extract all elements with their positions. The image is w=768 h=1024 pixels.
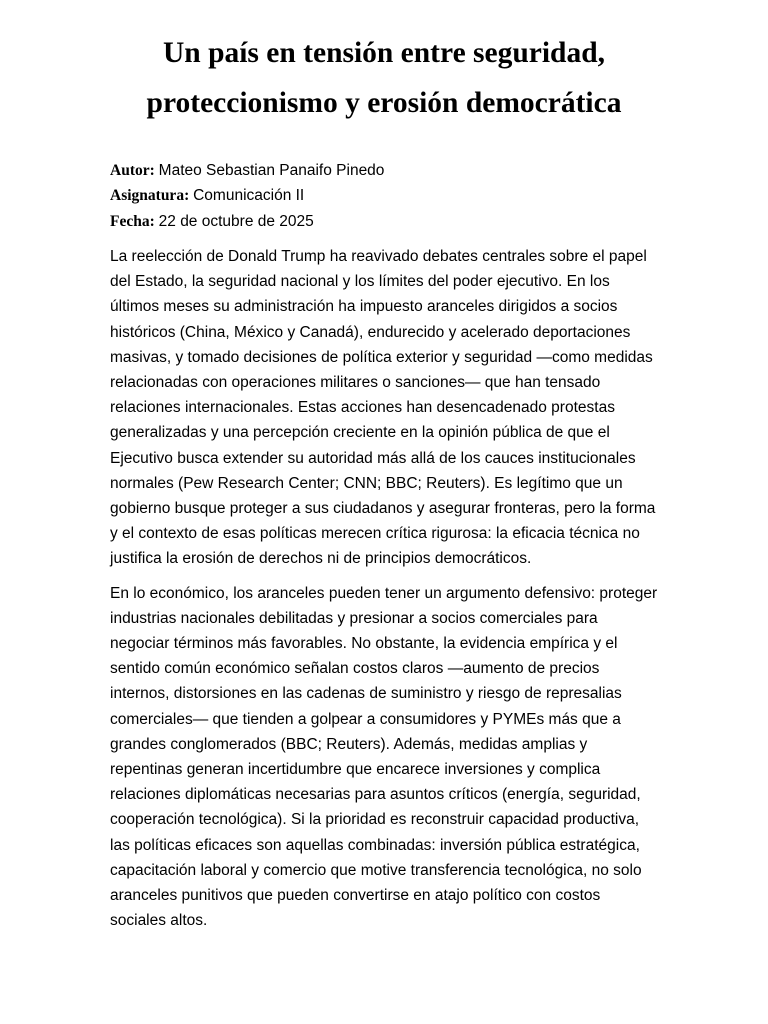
paragraph-line: sentido común económico señalan costos claros —aumento de precios [110, 660, 600, 678]
paragraph-line: generalizadas y una percepción creciente en la opinión pública de que el [110, 424, 610, 442]
paragraph-line: normales (Pew Research Center; CNN; BBC; Reuters). Es legítimo que un [110, 474, 623, 492]
paragraph-line: del Estado, la seguridad nacional y los límites del poder ejecutivo. En los [110, 273, 610, 291]
paragraph-line: históricos (China, México y Canadá), endurecido y acelerado deportaciones [110, 323, 631, 341]
author-label: Autor: [110, 162, 155, 179]
paragraph-line: relaciones internacionales. Estas acciones han desencadenado protestas [110, 399, 615, 417]
document-title [102, 28, 666, 128]
paragraph-line: sociales altos. [110, 912, 208, 930]
author-value: Mateo Sebastian Panaifo Pinedo [158, 162, 385, 179]
date-label: Fecha: [110, 212, 155, 230]
title-line: proteccionismo y erosión democrática [146, 87, 622, 119]
title-line: Un país en tensión entre seguridad, [162, 37, 605, 69]
date-line [110, 209, 658, 234]
paragraph-line: capacitación laboral y comercio que motive transferencia tecnológica, no solo [110, 861, 642, 879]
paragraph-line: La reelección de Donald Trump ha reavivado debates centrales sobre el papel [110, 247, 647, 265]
paragraph-line: negociar términos más favorables. No obstante, la evidencia empírica y el [110, 634, 618, 652]
paragraph-line: relaciones diplomáticas necesarias para asuntos críticos (energía, seguridad, [110, 786, 641, 804]
paragraph-line: relacionadas con operaciones militares o sanciones— que han tensado [110, 373, 601, 391]
paragraph-line: aranceles punitivos que pueden convertirse en atajo político con costos [110, 886, 601, 904]
paragraph-line: repentinas generan incertidumbre que encarece inversiones y complica [110, 760, 601, 778]
paragraph-line: grandes conglomerados (BBC; Reuters). Además, medidas amplias y [110, 735, 588, 753]
paragraph-line: últimos meses su administración ha impuesto aranceles dirigidos a socios [110, 298, 618, 316]
paragraph-line: industrias nacionales debilitadas y presionar a socios comerciales para [110, 609, 598, 627]
paragraph-line: gobierno busque proteger a sus ciudadanos y asegurar fronteras, pero la forma [110, 499, 656, 517]
paragraph-line: Ejecutivo busca extender su autoridad más allá de los cauces institucionales [110, 449, 636, 467]
paragraph-line: justifica la erosión de derechos ni de principios democráticos. [110, 550, 532, 568]
paragraph-line: internos, distorsiones en las cadenas de suministro y riesgo de represalias [110, 685, 622, 703]
paragraph-line: las políticas eficaces son aquellas combinadas: inversión pública estratégica, [110, 836, 640, 854]
subject-value: Comunicación II [193, 187, 305, 205]
author-line [110, 158, 658, 183]
subject-line [110, 183, 658, 208]
date-value: 22 de octubre de 2025 [158, 212, 314, 230]
paragraph-2 [110, 581, 658, 934]
paragraph-1 [110, 244, 658, 572]
paragraph-line: masivas, y tomado decisiones de política exterior y seguridad —como medidas [110, 348, 653, 366]
paragraph-line: y el contexto de esas políticas merecen crítica rigurosa: la eficacia técnica no [110, 525, 640, 543]
paragraph-line: En lo económico, los aranceles pueden tener un argumento defensivo: proteger [110, 584, 658, 602]
paragraph-line: comerciales— que tienden a golpear a consumidores y PYMEs más que a [110, 710, 621, 728]
subject-label: Asignatura: [110, 187, 190, 205]
paragraph-line: cooperación tecnológica). Si la prioridad es reconstruir capacidad productiva, [110, 811, 640, 829]
document-metadata [110, 158, 658, 234]
